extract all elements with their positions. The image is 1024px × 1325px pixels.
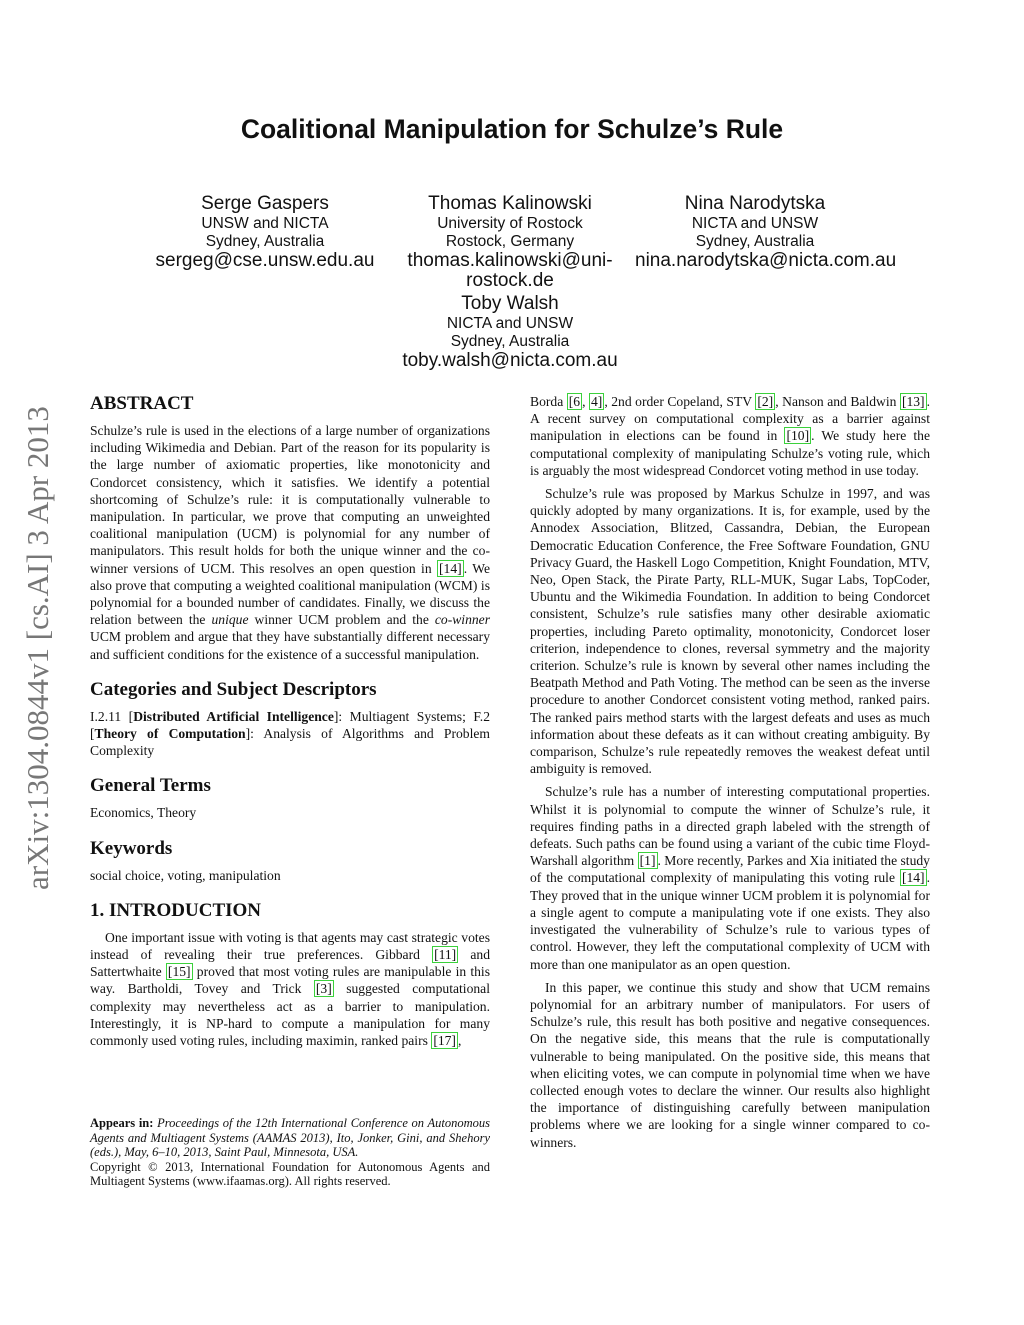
author-location: Sydney, Australia: [695, 233, 815, 250]
keywords-heading: Keywords: [90, 837, 173, 859]
citation-link[interactable]: [3]: [315, 981, 332, 997]
author-affiliation: UNSW and NICTA: [201, 215, 329, 232]
introduction-heading: 1. INTRODUCTION: [90, 899, 262, 921]
introduction-text: One important issue with voting is that agents may cast strategic votes instead of revealing their true preferences. Gibbard [11] and Sattertwhaite [15] proved that most voting rules are manipulable in this way. Bartholdi, Tovey and Trick [3] suggested computational complexity may nevertheless act as a barrier to manipulation. Interestingly, it is NP-hard to compute a manipulation for many commonly used voting rules, including maximin, ranked pairs [17] ,: [90, 929, 491, 1049]
author-name: Thomas Kalinowski: [428, 193, 592, 214]
abstract-text: Schulze’s rule is used in the elections of a large number of organizations including Wikimedia and Debian. Part of the reason for its popularity is the large number of axiomatic properties, like monotonicity and Condorcet consistency, which it satisfies. We identify a potential shortcoming of Schulze’s rule: it is computationally vulnerable to manipulation. In particular, we prove that computing an unweighted coalitional manipulation (UCM) is polynomial for any number of manipulators. This result holds for both the unique winner and the co-winner versions of UCM. This resolves an open question in [14] . We also prove that computing a weighted coalitional manipulation (WCM) is polynomial for a bounded number of candidates. Finally, we discuss the relation between the unique winner UCM problem and the co-winner UCM problem and argue that they have substantially different necessary and sufficient conditions for the existence of a successful manipulation.: [90, 423, 491, 662]
body-paragraph: In this paper, we continue this study and show that UCM remains polynomial for an arbitrary number of manipulators. For users of Schulze’s rule, this result has both positive and negative consequences. On the negative side, this means that the rule is computationally vulnerable to being manipulated. On the positive side, this means that when eliciting votes, we can compute in polynomial time when we have collected enough votes to declare the winner. Our results also highlight the importance of distinguishing carefully between manipulation problems where we are looking for a single winner compared to co-winners.: [530, 979, 930, 1150]
author-email: sergeg@cse.unsw.edu.au: [155, 250, 375, 271]
author-block: [635, 193, 897, 271]
keywords-text: social choice, voting, manipulation: [90, 867, 281, 883]
author-name: Serge Gaspers: [201, 193, 329, 214]
citation-link[interactable]: [10]: [786, 428, 810, 444]
body-paragraph: Schulze’s rule has a number of interesting computational properties. Whilst it is polynomial to compute the winner of Schulze’s rule, it requires finding paths in a directed graph labeled with the strength of defeats. Such paths can be found using a variant of the cubic time Floyd-Warshall algorithm [1] . More recently, Parkes and Xia initiated the study of the computational complexity of manipulating this voting rule [14] . They proved that in the unique winner UCM problem it is polynomial for a single agent to compute a manipulating vote if one exists. They also investigated the vulnerability of Schulze’s rule to various types of control. However, they left the computational complexity of UCM with more than one manipulator as an open question.: [530, 784, 930, 972]
author-block: [395, 193, 625, 291]
paper-title: Coalitional Manipulation for Schulze’s Rule: [240, 114, 784, 144]
general-terms-section: [90, 775, 490, 821]
author-name: Nina Narodytska: [684, 193, 826, 214]
citation-link[interactable]: [11]: [434, 947, 457, 963]
categories-text: I.2.11 [Distributed Artificial Intelligence]: Multiagent Systems; F.2 [Theory of Computation]: Analysis of Algorithms and Problem Complexity: [90, 708, 490, 759]
introduction-section: [90, 900, 490, 1049]
categories-heading: Categories and Subject Descriptors: [90, 678, 377, 700]
footnote: [90, 1116, 490, 1189]
body-paragraph: Borda [6 , 4] , 2nd order Copeland, STV [2] , Nanson and Baldwin [13] . A recent survey on computational complexity as a barrier against manipulation in elections can be found in [10] . We study here the computational complexity of manipulating Schulze’s voting rule, which is arguably the most widespread Condorcet voting method in use today.: [530, 394, 930, 478]
author-email: toby.walsh@nicta.com.au: [402, 350, 618, 371]
author-name: Toby Walsh: [461, 293, 559, 314]
abstract-heading: ABSTRACT: [90, 393, 194, 414]
author-block: [150, 193, 380, 271]
citation-link[interactable]: [15]: [167, 964, 191, 980]
arxiv-sidebar: [20, 406, 56, 890]
author-affiliation: NICTA and UNSW: [446, 315, 574, 332]
left-column: [90, 393, 490, 1063]
citation-link[interactable]: [14]: [439, 560, 462, 576]
author-block: [395, 293, 625, 371]
citation-link[interactable]: [13]: [901, 394, 925, 409]
author-email-continued: rostock.de: [466, 270, 554, 291]
abstract-section: [90, 393, 490, 663]
author-affiliation: NICTA and UNSW: [691, 215, 819, 232]
citation-link[interactable]: 4]: [591, 394, 603, 409]
citation-link[interactable]: [17]: [433, 1033, 456, 1049]
author-email: nina.narodytska@nicta.com.au: [635, 250, 897, 271]
citation-link[interactable]: [6: [568, 394, 581, 409]
keywords-section: [90, 838, 490, 884]
right-column: [530, 393, 930, 1151]
citation-link[interactable]: [14]: [901, 870, 925, 886]
author-location: Rostock, Germany: [445, 233, 575, 250]
author-email: thomas.kalinowski@uni-: [407, 250, 613, 271]
appears-in: Appears in: Proceedings of the 12th International Conference on Autonomous Agents and Multiagent Systems (AAMAS 2013), Ito, Jonker, Gini, and Shehory (eds.), May, 6–10, 2013, Saint Paul, Minnesota, USA.: [90, 1116, 491, 1159]
author-location: Sydney, Australia: [205, 233, 325, 250]
copyright-notice: Copyright © 2013, International Foundation for Autonomous Agents and Multiagent Systems (www.ifaamas.org). All rights reserved.: [90, 1159, 490, 1188]
categories-section: [90, 679, 490, 760]
citation-link[interactable]: [2]: [757, 394, 774, 409]
general-terms-heading: General Terms: [90, 775, 211, 797]
arxiv-identifier: arXiv:1304.0844v1 [cs.AI] 3 Apr 2013: [20, 406, 55, 890]
body-paragraph: Schulze’s rule was proposed by Markus Schulze in 1997, and was quickly adopted by many organizations. It is, for example, used by the Annodex Association, Blitzed, Cassandra, Debian, the European Democratic Education Conference, the Free Software Foundation, GNU Privacy Guard, the Haskell Logo Competition, Knight Foundation, MTV, Neo, Open Stack, the Pirate Party, RLL-MUK, Sugar Labs, TopCoder, Ubuntu and the Wikimedia Foundation. In addition to being Condorcet consistent, Schulze’s rule satisfies many other desirable axiomatic properties, including Pareto optimality, monotonicity, Condorcet loser criterion, independence to clones, reversal symmetry and the majority criterion. Schulze’s rule is known by several other names including the Beatpath Method and Path Voting. The method can be seen as the inverse procedure to another Condorcet consistent voting method, ranked pairs. The ranked pairs method starts with the largest defeats and uses as much information about these defeats as it can without creating ambiguity. By comparison, Schulze’s rule repeatedly removes the weakest defeat until ambiguity is removed.: [530, 486, 930, 777]
author-affiliation: University of Rostock: [437, 215, 583, 232]
citation-link[interactable]: [1]: [639, 853, 656, 869]
general-terms-text: Economics, Theory: [90, 805, 197, 821]
author-location: Sydney, Australia: [450, 333, 570, 350]
